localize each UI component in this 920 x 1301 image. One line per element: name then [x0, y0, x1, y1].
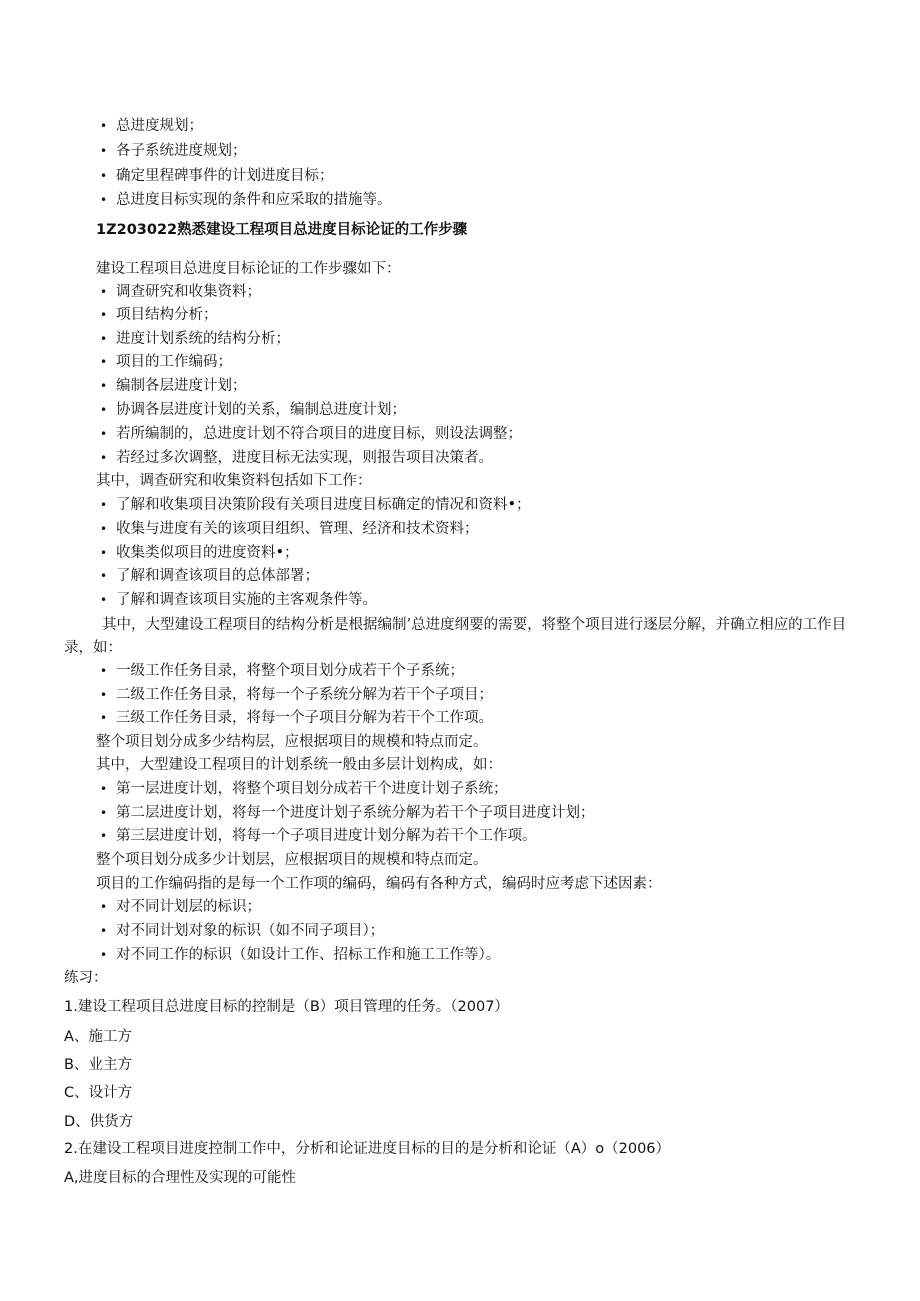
bullet-icon: •	[100, 193, 108, 207]
paragraph-coding-intro: 项目的工作编码指的是每一个工作项的编码，编码有各种方式，编码时应考虑下述因素：	[96, 876, 662, 892]
list-item: • 第三层进度计划，将每一个子项目进度计划分解为若干个工作项。	[100, 828, 537, 844]
bullet-icon: •	[100, 924, 108, 938]
section-heading: 1Z203022熟悉建设工程项目总进度目标论证的工作步骤	[96, 222, 468, 238]
list-item: • 三级工作任务目录，将每一个子项目分解为若干个工作项。	[100, 710, 493, 726]
list-item: • 收集与进度有关的该项目组织、管理、经济和技术资料；	[100, 521, 479, 537]
list-item: • 对不同计划层的标识；	[100, 899, 261, 915]
paragraph-plan-intro: 其中，大型建设工程项目的计划系统一般由多层计划构成，如：	[96, 757, 502, 773]
bullet-icon: •	[100, 285, 108, 299]
list-item: • 总进度规划；	[100, 118, 203, 134]
bullet-icon: •	[100, 711, 108, 725]
list-item: • 总进度目标实现的条件和应采取的措施等。	[100, 192, 392, 208]
paragraph-intro: 建设工程项目总进度目标论证的工作步骤如下：	[96, 261, 401, 277]
list-item: • 二级工作任务目录，将每一个子系统分解为若干个子项目；	[100, 687, 493, 703]
list-item: • 若所编制的，总进度计划不符合项目的进度目标，则设法调整；	[100, 426, 522, 442]
list-item: • 了解和收集项目决策阶段有关项目进度目标确定的情况和资料•；	[100, 497, 531, 513]
bullet-icon: •	[100, 806, 108, 820]
practice-label: 练习：	[64, 970, 108, 986]
question-2: 2.在建设工程项目进度控制工作中，分析和论证进度目标的目的是分析和论证（A）o（2006）	[64, 1141, 671, 1157]
list-item: • 第二层进度计划，将每一个进度计划子系统分解为若干个子项目进度计划；	[100, 805, 595, 821]
q2-option-a: A,进度目标的合理性及实现的可能性	[64, 1170, 297, 1186]
q1-option-b: B、业主方	[64, 1057, 132, 1073]
bullet-icon: •	[100, 688, 108, 702]
bullet-icon: •	[100, 144, 108, 158]
bullet-icon: •	[100, 355, 108, 369]
bullet-icon: •	[100, 546, 108, 560]
bullet-icon: •	[100, 379, 108, 393]
list-item: • 协调各层进度计划的关系，编制总进度计划；	[100, 402, 406, 418]
paragraph-structure-note: 整个项目划分成多少结构层，应根据项目的规模和特点而定。	[96, 734, 488, 750]
list-item: • 对不同计划对象的标识（如不同子项目）；	[100, 923, 385, 939]
bullet-icon: •	[100, 522, 108, 536]
list-item: • 项目的工作编码；	[100, 354, 232, 370]
list-item: • 编制各层进度计划；	[100, 378, 247, 394]
list-item: • 收集类似项目的进度资料•；	[100, 545, 299, 561]
bullet-icon: •	[100, 782, 108, 796]
list-item: • 了解和调查该项目的总体部署；	[100, 568, 319, 584]
list-item: • 了解和调查该项目实施的主客观条件等。	[100, 592, 377, 608]
bullet-icon: •	[100, 593, 108, 607]
list-item: • 进度计划系统的结构分析；	[100, 331, 290, 347]
list-item: • 确定里程碑事件的计划进度目标；	[100, 168, 334, 184]
bullet-icon: •	[100, 829, 108, 843]
bullet-icon: •	[100, 308, 108, 322]
list-item: • 各子系统进度规划；	[100, 143, 247, 159]
q1-option-d: D、供货方	[64, 1114, 134, 1130]
q1-option-a: A、施工方	[64, 1029, 132, 1045]
bullet-icon: •	[100, 900, 108, 914]
bullet-icon: •	[100, 569, 108, 583]
q1-option-c: C、设计方	[64, 1085, 133, 1101]
paragraph-plan-note: 整个项目划分成多少计划层，应根据项目的规模和特点而定。	[96, 852, 488, 868]
list-item: • 第一层进度计划，将整个项目划分成若干个进度计划子系统；	[100, 781, 508, 797]
list-item: • 调查研究和收集资料；	[100, 284, 261, 300]
bullet-icon: •	[100, 427, 108, 441]
bullet-icon: •	[100, 664, 108, 678]
list-item: • 项目结构分析；	[100, 307, 218, 323]
bullet-icon: •	[100, 332, 108, 346]
question-1: 1.建设工程项目总进度目标的控制是（B）项目管理的任务。（2007）	[64, 999, 509, 1015]
bullet-icon: •	[100, 119, 108, 133]
paragraph-research-intro: 其中，调查研究和收集资料包括如下工作：	[96, 473, 372, 489]
bullet-icon: •	[100, 403, 108, 417]
bullet-icon: •	[100, 948, 108, 962]
list-item: • 一级工作任务目录，将整个项目划分成若干个子系统；	[100, 663, 464, 679]
bullet-icon: •	[100, 451, 108, 465]
bullet-icon: •	[100, 498, 108, 512]
bullet-icon: •	[100, 169, 108, 183]
paragraph-structure: 其中，大型建设工程项目的结构分析是根据编制’总进度纲要的需要，将整个项目进行逐层分解，并确立相应的工作目录，如：	[64, 617, 847, 656]
list-item: • 若经过多次调整，进度目标无法实现，则报告项目决策者。	[100, 450, 493, 466]
list-item: • 对不同工作的标识（如设计工作、招标工作和施工工作等）。	[100, 947, 501, 963]
